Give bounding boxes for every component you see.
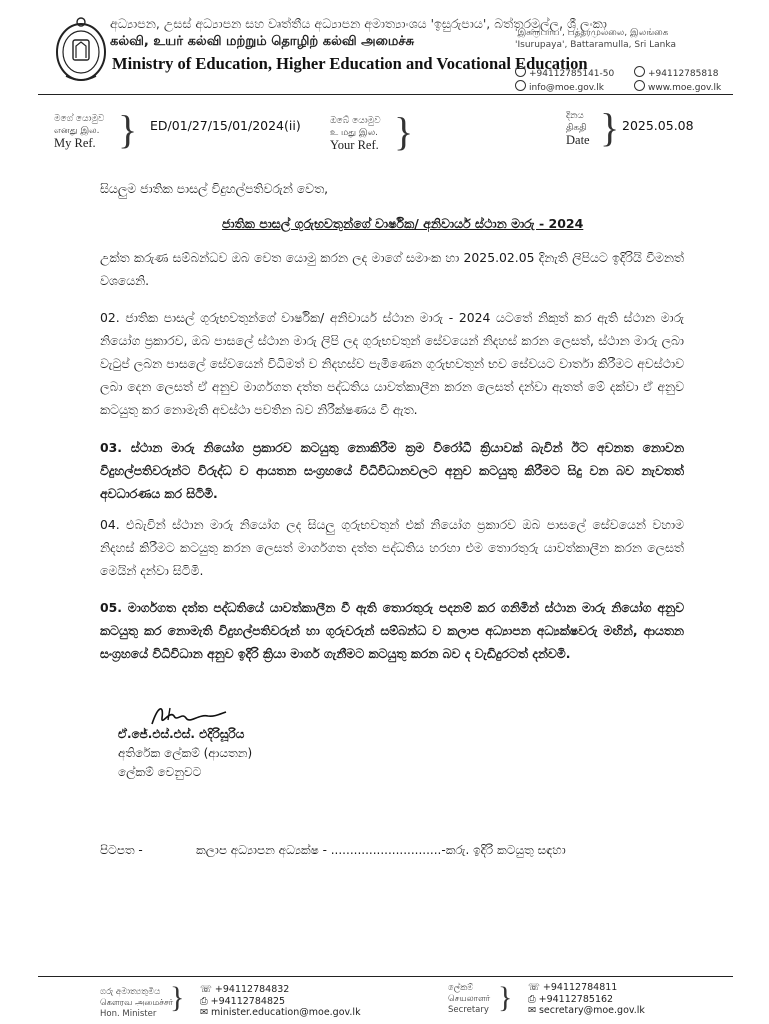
footer-right-label: ලේකම් செயலாளர் Secretary	[448, 983, 491, 1015]
email-contact: info@moe.gov.lk	[515, 80, 604, 93]
email-icon	[515, 80, 526, 91]
address-tamil: 'இசுருபாய', பத்தரமுல்லை, இலங்கை	[515, 28, 669, 38]
signatory-name: ඒ.ජේ.එස්.එස්. එදිරිසූරිය	[118, 727, 245, 741]
footer-left-brace: }	[170, 981, 185, 1014]
fax-icon: ⎙	[528, 993, 539, 1005]
email-icon: ✉	[528, 1005, 539, 1016]
my-ref-brace: }	[118, 107, 138, 152]
footer-right-brace: }	[498, 981, 513, 1014]
ministry-name-tamil: கல்வி, உயர் கல்வி மற்றும் தொழிற் கல்வி அமைச்சு	[110, 34, 415, 49]
footer-left-label: ගරු අමාත්‍යතුමිය கௌரவ அமைச்சர் Hon. Minister	[100, 987, 174, 1019]
phone-icon: ☏	[528, 982, 543, 993]
website-contact: www.moe.gov.lk	[634, 80, 721, 93]
footer-divider	[38, 976, 733, 977]
phone-icon: ☏	[200, 984, 215, 995]
fax-icon: ⎙	[200, 995, 211, 1007]
web-icon	[634, 80, 645, 91]
ministry-name-sinhala: අධ්‍යාපන, උසස් අධ්‍යාපන සහ වෘත්තීය අධ්‍යාපන අමාත්‍යාංශය 'ඉසුරුපාය', බත්තරමුල්ල, ශ්‍රී ලංකා	[110, 16, 607, 31]
ministry-address	[515, 16, 695, 51]
signatory-title: අතිරේක ලේකම් (ආයතන)	[118, 746, 253, 760]
paragraph-2: 02. ජාතික පාසල් ගුරුභවතුන්ගේ වාර්ෂික/ අනිවාර්ය ස්ථාන මාරු - 2024 යටතේ නිකුත් කර ඇති ස්ථාන මාරු නියෝග ප්‍රකාරව, ඔබ පාසලේ ස්ථාන මාරු ලිපි ලද ගුරුභවතුන් සේවයෙන් නිදහස් කරන ලෙසත්, ස්ථාන මාරු ලබා වැටුප් ලබන පාසලේ සේවයෙන් විධිමත් ව නිදහස්ව පැමිණෙන ගුරුභවතුන් භව සේවයට වාර්තා කිරීමට අවස්ථාව ලබා දෙන ලෙසත් ඒ අනුව මාර්ගගත දත්ත පද්ධතිය යාවත්කාලීන කරන ලෙසත් දන්වා ඇතත් මේ දක්වා ඒ අනුව කටයුතු කර නොමැති අවස්ථා පවතින බව නිරීක්ෂණය වී ඇත.	[100, 310, 684, 417]
paragraph-1: උක්ත කරුණ සම්බන්ධව ඔබ වෙත යොමු කරන ලද මාගේ සමාංක හා 2025.02.05 දිනැති ලිපියට ඉදිරියි වීමනත් වශයෙනි.	[100, 250, 684, 288]
fax-icon	[634, 66, 645, 77]
cc-label: පිටපත -	[100, 843, 143, 857]
paragraph-4: 04. එබැවින් ස්ථාන මාරු නියෝග ලද සියලු ගුරුභවතුන් එක් නියෝග ප්‍රකාරව ඔබ පාසලේ සේවයෙන් වහාම නිදහස් කිරීමට කටයුතු කරන ලෙසත් මාර්ගගත දත්ත පද්ධතිය හරහා එම තොරතුරු යාවත්කාලීන කරන ලෙසත් මෙයින් දන්වා සිටිමි.	[100, 517, 684, 578]
my-ref-value: ED/01/27/15/01/2024(ii)	[150, 118, 301, 133]
addressee: සියලුම ජාතික පාසල් විදුහල්පතිවරුන් වෙත,	[100, 181, 329, 196]
fax-contact: +94112785818	[634, 66, 719, 79]
header-divider	[38, 94, 733, 95]
your-ref-label: ඔබේ යොමුව உ மது இல. Your Ref.	[330, 116, 381, 152]
letter-subject: ජාතික පාසල් ගුරුභවතුන්ගේ වාර්ෂික/ අනිවාර්ය ස්ථාන මාරු - 2024	[222, 216, 584, 231]
sri-lanka-emblem-icon	[52, 14, 110, 86]
address-english: 'Isurupaya', Battaramulla, Sri Lanka	[515, 39, 676, 50]
cc-text: කලාප අධ්‍යාපන අධ්‍යක්ෂ - .............................-කරු. ඉදිරි කටයුතු සඳහා	[196, 843, 566, 857]
your-ref-brace: }	[394, 109, 414, 154]
paragraph-3: 03. ස්ථාන මාරු නියෝග ප්‍රකාරව කටයුතු නොකිරීම ක්‍රම විරෝධී ක්‍රියාවක් බැවින් ඊට අවනත නොවන විදුහල්පතිවරුන්ට විරුද්ධ ව ආයතන සංග්‍රහයේ විධිවිධානවලට අනුව කටයුතු කිරීමට සිදු වන බව නැවතත් අවධාරණය කර සිටිමි.	[100, 440, 684, 501]
date-label: දිනය திகதி Date	[566, 111, 590, 147]
date-brace: }	[600, 105, 620, 150]
my-ref-label: මගේ යොමුව எனது இல. My Ref.	[54, 114, 105, 150]
ministry-name-english: Ministry of Education, Higher Education and Vocational Education	[112, 54, 588, 73]
paragraph-5: 05. මාර්ගගත දත්ත පද්ධතියේ යාවත්කාලීන වී ඇති තොරතුරු පදනම් කර ගනිමින් ස්ථාන මාරු නියෝග අනුව කටයුතු කර නොමැති විදුහල්පතිවරුන් හා ගුරුවරුන් සම්බන්ධ ව කලාප අධ්‍යාපන අධ්‍යක්ෂවරු මඟින්, ආයතන සංග්‍රහයේ විධිවිධාන අනුව ඉදිරි ක්‍රියා මාර්ග ගැනීමට කටයුතු කරන බව ද වැඩිදුරටත් දන්වමි.	[100, 600, 684, 661]
signatory-on-behalf: ලේකම් වෙනුවට	[118, 765, 202, 779]
date-value: 2025.05.08	[622, 118, 694, 133]
phone-icon	[515, 66, 526, 77]
phone-contact: +94112785141-50	[515, 66, 614, 79]
email-icon: ✉	[200, 1007, 211, 1018]
footer-right-contacts: ☏ +94112784811 ⎙ +94112785162 ✉ secretary@moe.gov.lk	[528, 982, 645, 1016]
footer-left-contacts: ☏ +94112784832 ⎙ +94112784825 ✉ minister.education@moe.gov.lk	[200, 984, 361, 1018]
